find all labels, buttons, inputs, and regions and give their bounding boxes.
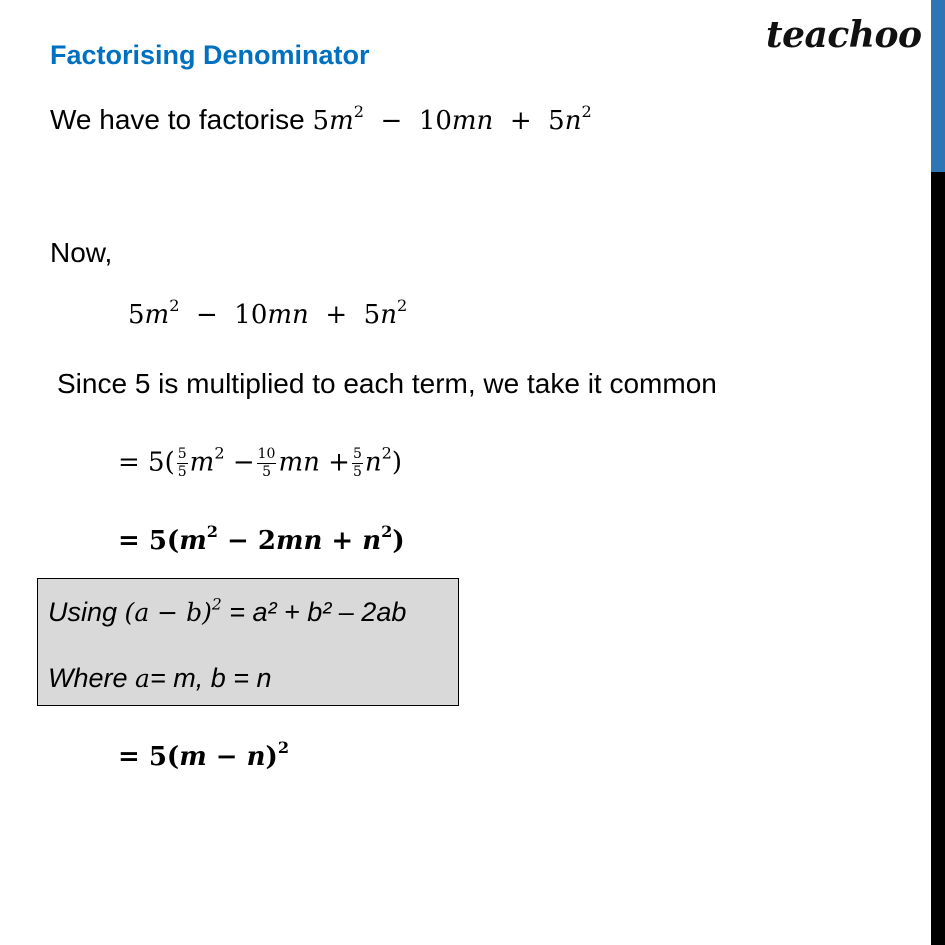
fraction-5-over-5-n: $\frac{5}{5}$ bbox=[352, 446, 362, 480]
formula-rhs: = a² + b² – 2ab bbox=[229, 597, 407, 627]
step-simplified: = $5(m^2 - 2mn + n^2)$ bbox=[118, 521, 405, 556]
b-value: = n bbox=[233, 663, 272, 693]
intro-text: We have to factorise bbox=[50, 104, 305, 135]
identity-formula: Using $(a - b)^2 = a^2 + b^2 - 2ab$ bbox=[48, 595, 407, 627]
expression-original: $5m^2 - 10mn + 5n^2$ bbox=[312, 101, 592, 136]
section-heading: Factorising Denominator bbox=[50, 40, 370, 70]
intro-line bbox=[50, 101, 592, 136]
substitution-line: Where a= m, b = n bbox=[48, 663, 272, 693]
step-final-answer: = $5(m - n)^2$ bbox=[118, 737, 290, 772]
teachoo-logo[interactable]: teachoo bbox=[766, 14, 922, 56]
identity-box bbox=[37, 578, 459, 706]
fraction-5-over-5: $\frac{5}{5}$ bbox=[177, 446, 187, 480]
where-label: Where bbox=[48, 663, 128, 693]
a-value: = m bbox=[149, 663, 196, 693]
now-text: Now, bbox=[50, 237, 113, 268]
fraction-10-over-5: $\frac{10}{5}$ bbox=[257, 446, 276, 480]
scrollbar-thumb[interactable] bbox=[931, 0, 945, 172]
separator: , bbox=[195, 663, 204, 693]
expression-restated: $5m^2 - 10mn + 5n^2$ bbox=[128, 295, 408, 330]
since-text: Since 5 is multiplied to each term, we take it common bbox=[57, 368, 717, 399]
step-take-common: = 5( $\frac{5}{5}$ $m^2$ − $\frac{10}{5}$ mn + $\frac{5}{5}$ $n^2$) bbox=[118, 443, 403, 480]
using-label: Using bbox=[48, 597, 118, 627]
